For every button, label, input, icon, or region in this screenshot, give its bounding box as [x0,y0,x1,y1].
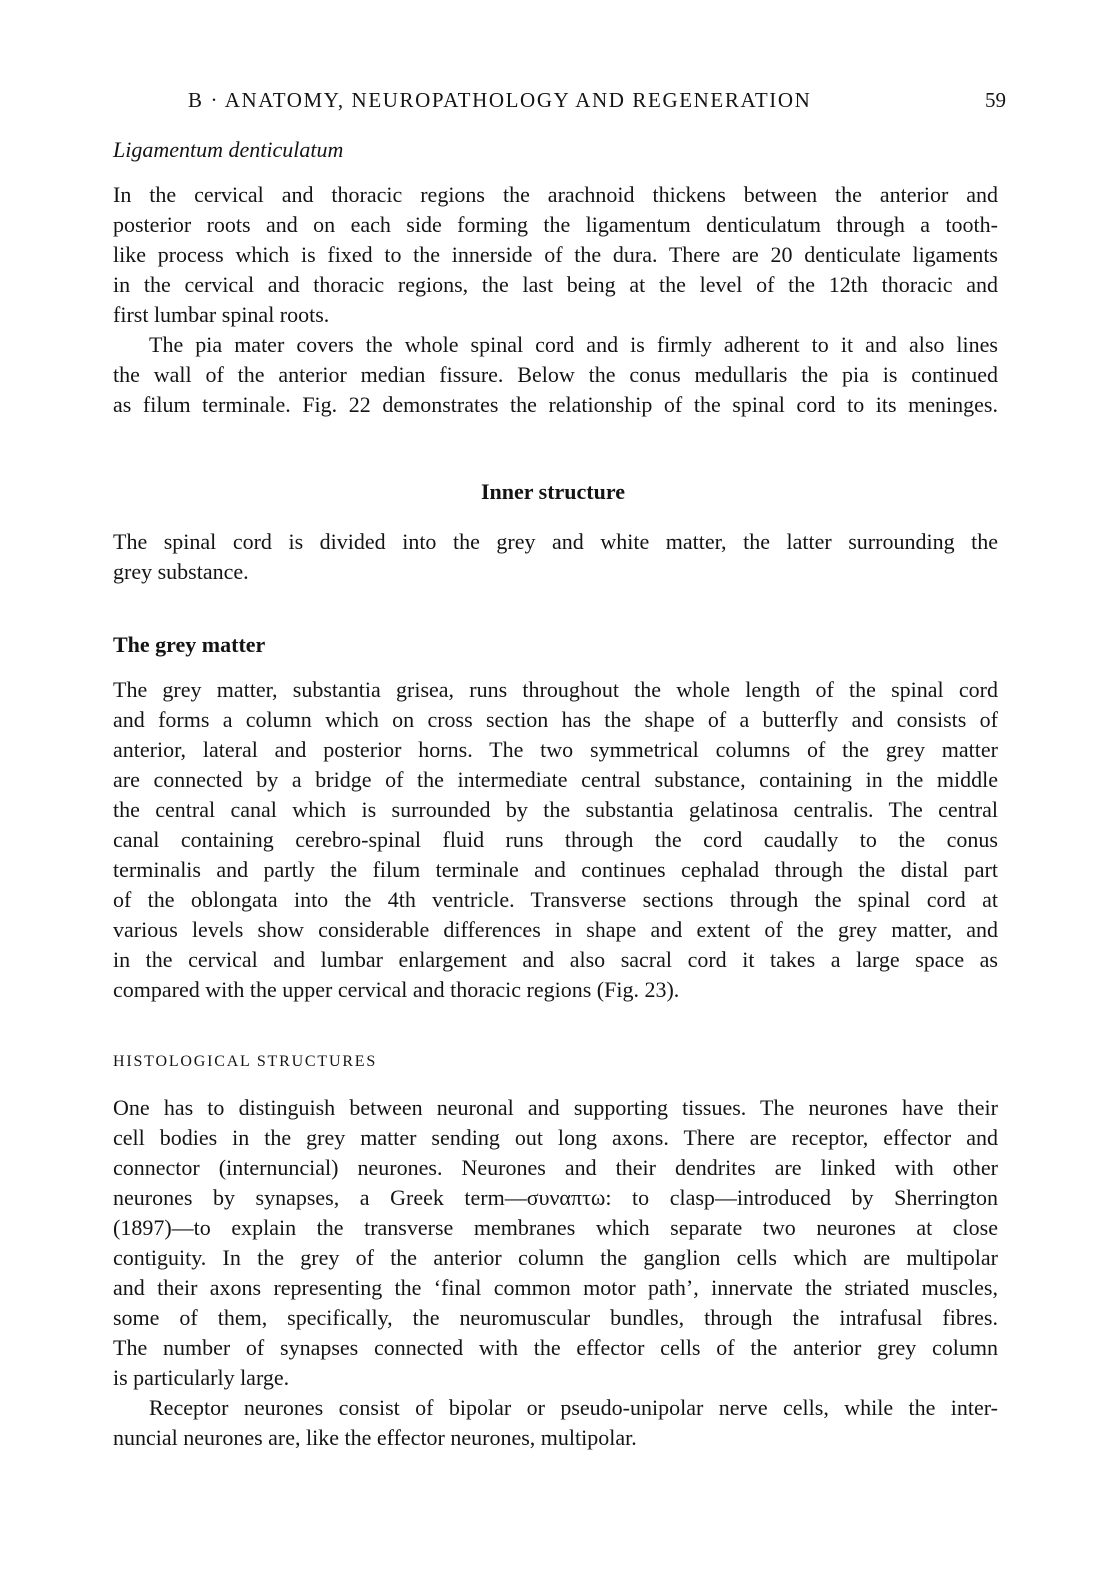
section-heading-ligamentum: Ligamentum denticulatum [113,137,344,162]
paragraph-ligamentum-1 [113,180,998,330]
text-line: first lumbar spinal roots. [113,302,330,327]
text-line: anterior, lateral and posterior horns. The two symmetrical columns of the grey matter [113,737,998,762]
text-line: various levels show considerable differences in shape and extent of the grey matter, and [113,917,998,942]
paragraph-grey-matter [113,675,998,1005]
text-line: terminalis and partly the filum terminale and continues cephalad through the distal part [113,857,998,882]
text-line: are connected by a bridge of the intermediate central substance, containing in the middle [113,767,998,792]
text-line: and forms a column which on cross section has the shape of a butterfly and consists of [113,707,998,732]
paragraph-histological-1 [113,1093,998,1393]
section-heading-histological: HISTOLOGICAL STRUCTURES [113,1053,378,1070]
text-line: of the oblongata into the 4th ventricle. Transverse sections through the spinal cord at [113,887,998,912]
text-line: The pia mater covers the whole spinal cord and is firmly adherent to it and also lines [149,332,998,357]
paragraph-histological-2 [113,1393,998,1453]
text-line: The spinal cord is divided into the grey and white matter, the latter surrounding the [113,529,998,554]
text-line: connector (internuncial) neurones. Neurones and their dendrites are linked with other [113,1155,998,1180]
paragraph-ligamentum-2 [113,330,998,420]
running-head-title: B · ANATOMY, NEUROPATHOLOGY AND REGENERATION [188,88,812,112]
section-heading-inner-structure: Inner structure [480,479,625,504]
text-line: The number of synapses connected with the effector cells of the anterior grey column [113,1335,998,1360]
text-line: in the cervical and thoracic regions, the last being at the level of the 12th thoracic and [113,272,998,297]
paragraph-inner-structure [113,527,998,587]
text-line: the wall of the anterior median fissure. Below the conus medullaris the pia is continued [113,362,998,387]
text-line: In the cervical and thoracic regions the arachnoid thickens between the anterior and [113,182,998,207]
text-line: One has to distinguish between neuronal and supporting tissues. The neurones have their [113,1095,998,1120]
text-line: the central canal which is surrounded by the substantia gelatinosa centralis. The central [113,797,998,822]
text-line: (1897)—to explain the transverse membranes which separate two neurones at close [113,1215,998,1240]
text-line: compared with the upper cervical and thoracic regions (Fig. 23). [113,977,680,1002]
text-line: in the cervical and lumbar enlargement and also sacral cord it takes a large space as [113,947,998,972]
text-line: Receptor neurones consist of bipolar or pseudo-unipolar nerve cells, while the inter- [149,1395,998,1420]
text-line: is particularly large. [113,1365,290,1390]
text-line: contiguity. In the grey of the anterior column the ganglion cells which are multipolar [113,1245,998,1270]
running-head [188,88,1006,113]
text-line: and their axons representing the ‘final common motor path’, innervate the striated muscles, [113,1275,998,1300]
text-line: some of them, specifically, the neuromuscular bundles, through the intrafusal fibres. [113,1305,998,1330]
text-line: grey substance. [113,559,249,584]
page-number: 59 [985,88,1006,112]
text-line: posterior roots and on each side forming the ligamentum denticulatum through a tooth- [113,212,998,237]
text-line: canal containing cerebro-spinal fluid runs through the cord caudally to the conus [113,827,998,852]
text-line: nuncial neurones are, like the effector neurones, multipolar. [113,1425,637,1450]
text-line: neurones by synapses, a Greek term—συναπτω: to clasp—introduced by Sherrington [113,1185,998,1210]
text-line: like process which is fixed to the innerside of the dura. There are 20 denticulate ligaments [113,242,998,267]
text-line: cell bodies in the grey matter sending out long axons. There are receptor, effector and [113,1125,998,1150]
section-heading-grey-matter: The grey matter [113,632,266,657]
text-line: The grey matter, substantia grisea, runs throughout the whole length of the spinal cord [113,677,998,702]
text-line: as filum terminale. Fig. 22 demonstrates the relationship of the spinal cord to its meninges. [113,392,998,417]
